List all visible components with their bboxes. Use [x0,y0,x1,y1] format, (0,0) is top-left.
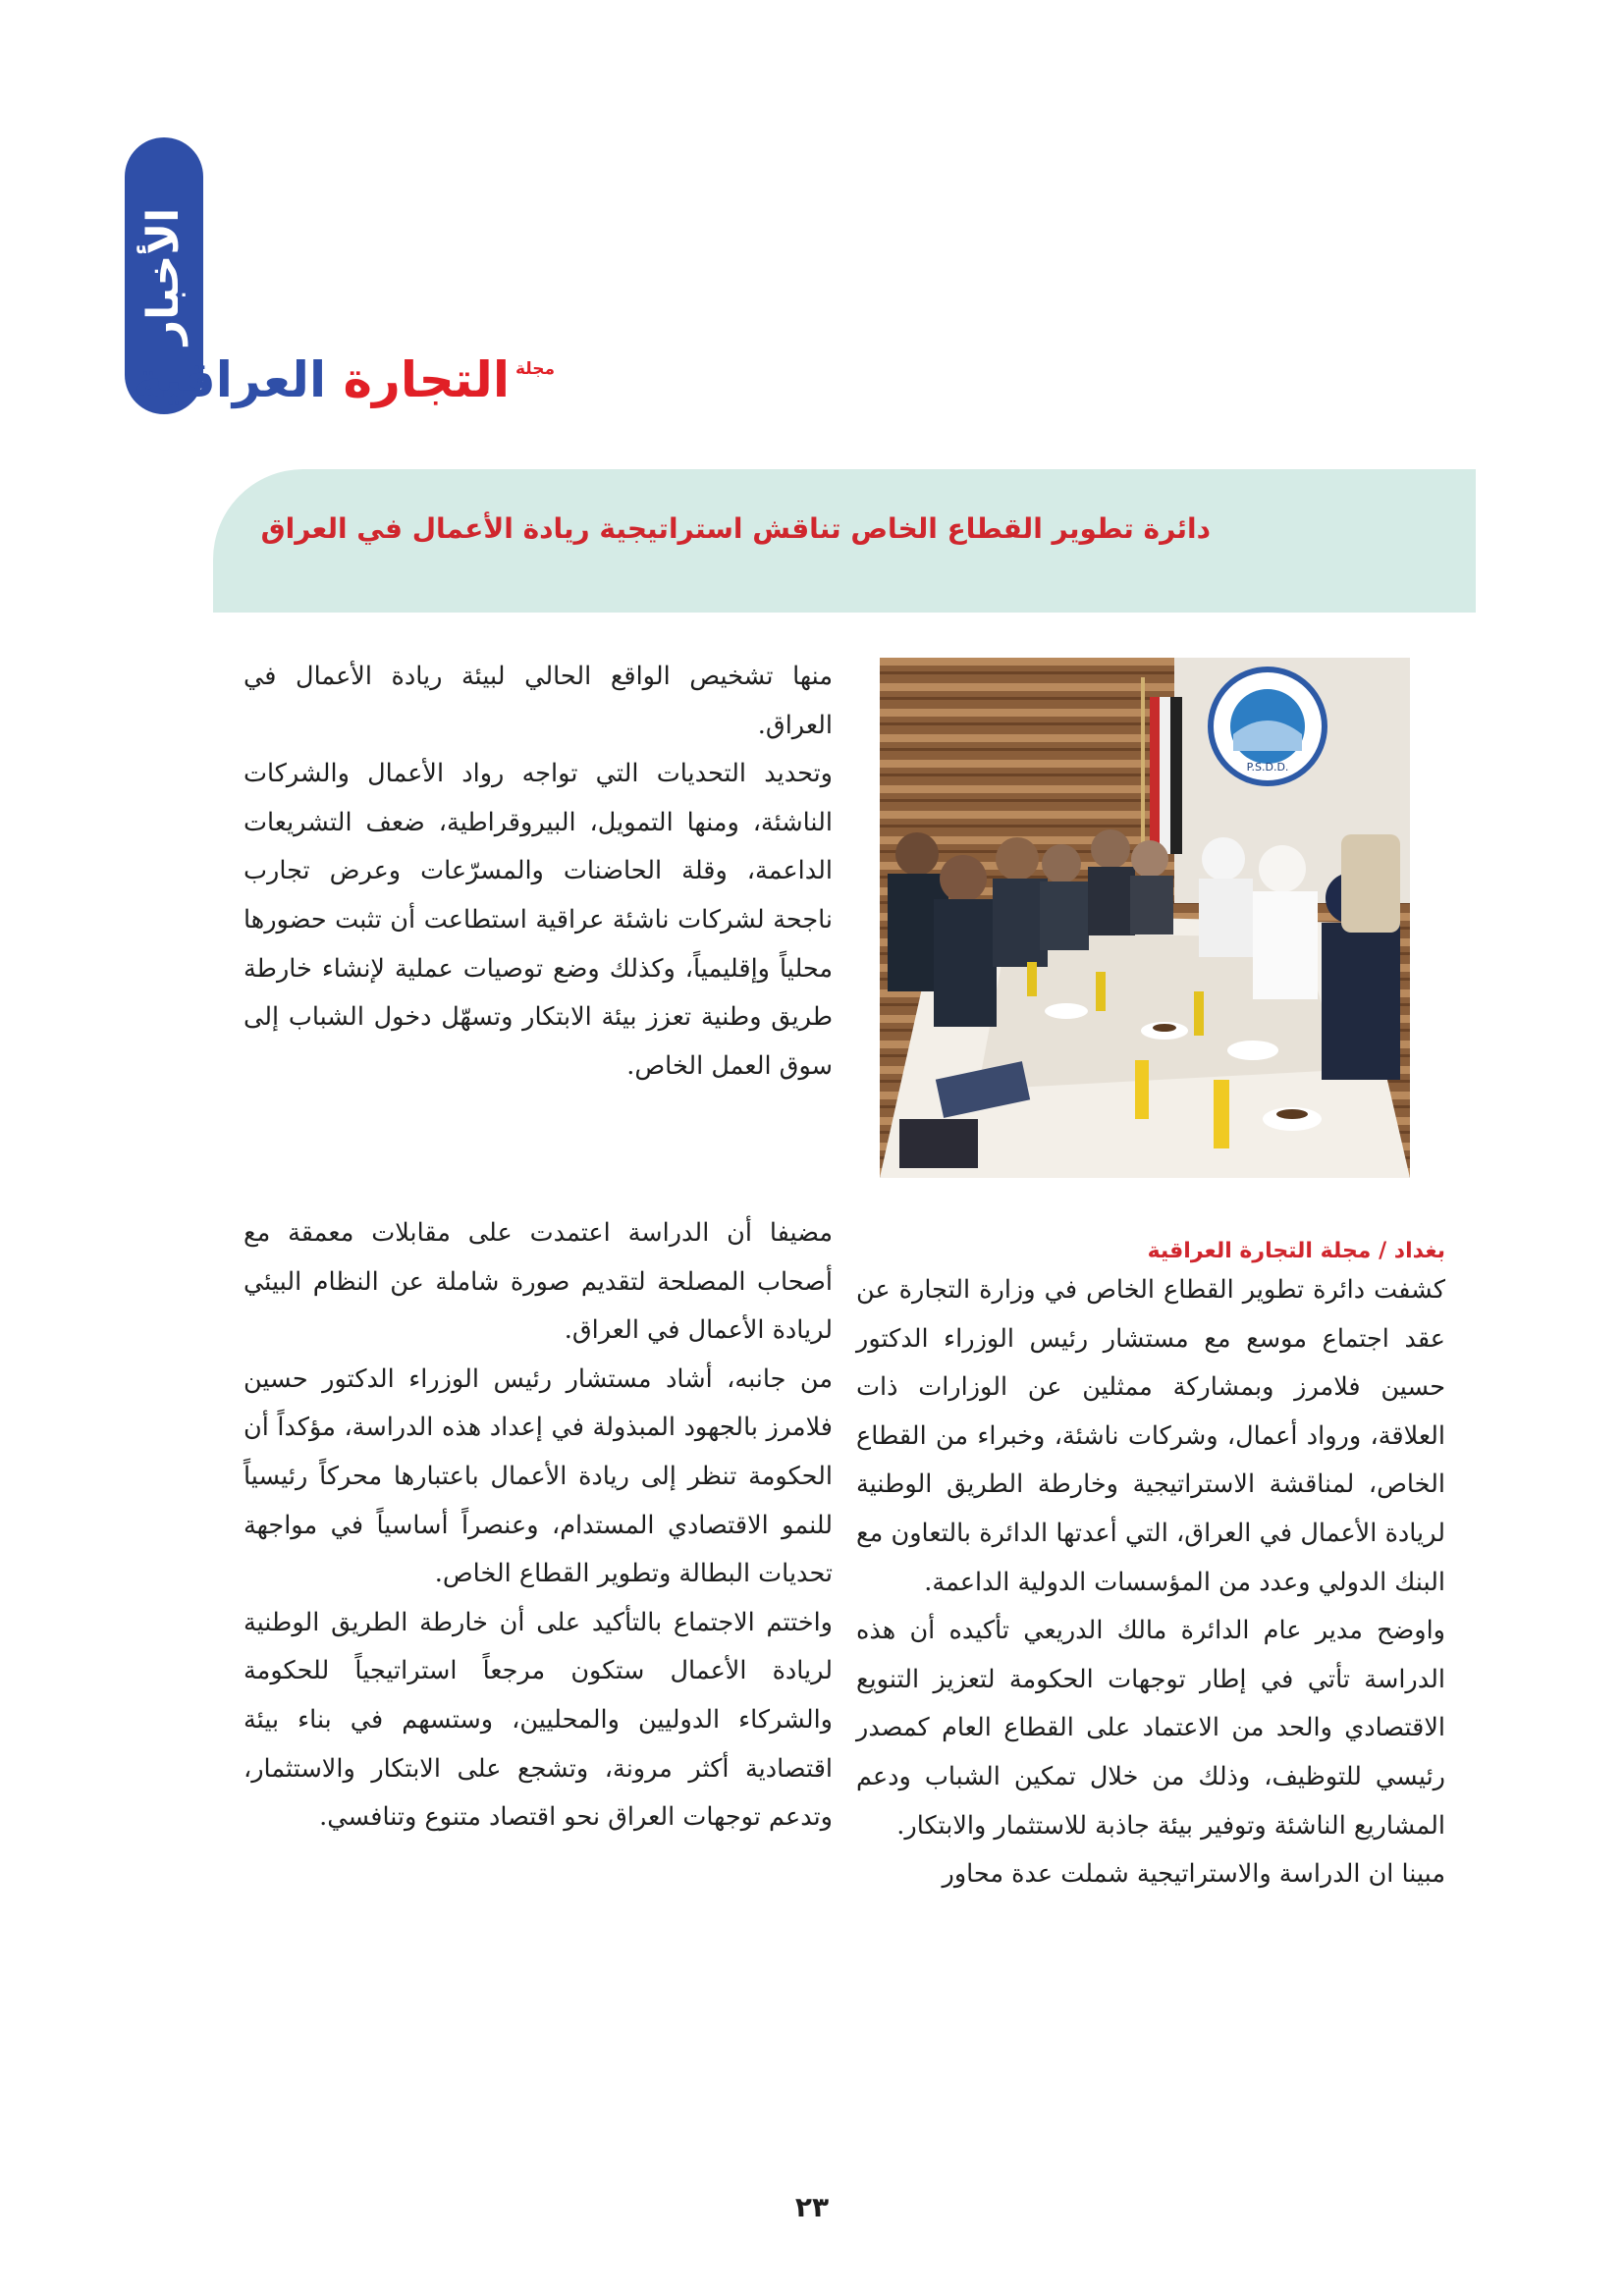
left-column-bottom [244,1209,833,1842]
paragraph: من جانبه، أشاد مستشار رئيس الوزراء الدكتور حسين فلامرز بالجهود المبذولة في إعداد هذه الدراسة، مؤكداً أن الحكومة تنظر إلى ريادة الأعمال باعتبارها محركاً رئيسياً للنمو الاقتصادي المستدام، وعنصراً أساسياً في مواجهة تحديات البطالة وتطوير القطاع الخاص. [244,1363,833,1589]
paragraph: واوضح مدير عام الدائرة مالك الدريعي تأكيده أن هذه الدراسة تأتي في إطار توجهات الحكومة لتعزيز التنويع الاقتصادي والحد من الاعتماد على القطاع العام كمصدر رئيسي للتوظيف، وذلك من خلال تمكين الشباب ودعم المشاريع الناشئة وتوفير بيئة جاذبة للاستثمار والابتكار. [856,1616,1445,1841]
page-number: ٢٣ [794,2191,830,2223]
magazine-prefix: مجلة [514,359,555,379]
right-column [856,1266,1445,1899]
magazine-name-second: العراقية [134,351,327,408]
paragraph: كشفت دائرة تطوير القطاع الخاص في وزارة التجارة عن عقد اجتماع موسع مع مستشار رئيس الوزراء الدكتور حسين فلامرز وبمشاركة ممثلين عن الوزارات ذات العلاقة، ورواد أعمال، وشركات ناشئة، وخبراء من القطاع الخاص، لمناقشة الاستراتيجية وخارطة الطريق الوطنية لريادة الأعمال في العراق، التي أعدتها الدائرة بالتعاون مع البنك الدولي وعدد من المؤسسات الدولية الداعمة. [856,1275,1445,1597]
paragraph: منها تشخيص الواقع الحالي لبيئة ريادة الأعمال في العراق. [244,662,833,740]
section-label: الأخبار [138,207,189,345]
magazine-name [134,346,510,414]
paragraph: وتحديد التحديات التي تواجه رواد الأعمال والشركات الناشئة، ومنها التمويل، البيروقراطية، ضعف التشريعات الداعمة، وقلة الحاضنات والمسرّعات وعرض تجارب ناجحة لشركات ناشئة عراقية استطاعت أن تثبت حضورها محلياً وإقليمياً، وكذلك وضع توصيات عملية لإنشاء خارطة طريق وطنية تعزز بيئة الابتكار وتسهّل دخول الشباب إلى سوق العمل الخاص. [244,759,833,1081]
magazine-name-first: التجارة [343,351,510,408]
paragraph: مضيفا أن الدراسة اعتمدت على مقابلات معمقة مع أصحاب المصلحة لتقديم صورة شاملة عن النظام البيئي لريادة الأعمال في العراق. [244,1218,833,1346]
logo-caption: P.S.D.D. [1246,761,1289,774]
paragraph: واختتم الاجتماع بالتأكيد على أن خارطة الطريق الوطنية لريادة الأعمال ستكون مرجعاً استراتيجياً للحكومة والشركاء الدوليين والمحليين، وستسهم في بناء بيئة اقتصادية أكثر مرونة، وتشجع على الابتكار والاستثمار، وتدعم توجهات العراق نحو اقتصاد متنوع وتنافسي. [244,1607,833,1833]
paragraph: مبينا ان الدراسة والاستراتيجية شملت عدة محاور [942,1859,1445,1890]
meeting-photo [880,658,1410,1178]
article-headline: دائرة تطوير القطاع الخاص تناقش استراتيجية ريادة الأعمال في العراق [260,512,1211,545]
magazine-logo [134,346,555,424]
headline-banner [213,469,1476,613]
left-column-top [244,653,833,1091]
dateline: بغداد / مجلة التجارة العراقية [1147,1239,1445,1263]
